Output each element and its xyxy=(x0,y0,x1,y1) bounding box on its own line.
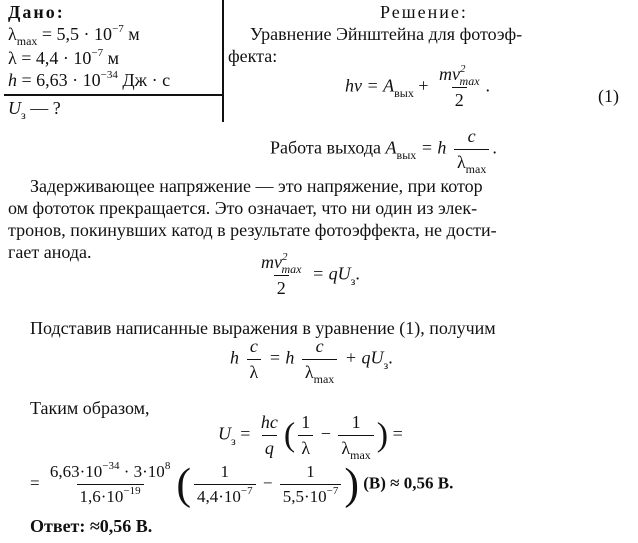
planck-exponent: −34 xyxy=(100,69,118,81)
eq4-left-paren: ( xyxy=(283,416,296,454)
equation-numeric xyxy=(30,459,454,509)
eq5-in-num2: 1 xyxy=(306,462,315,481)
work-A: A xyxy=(385,137,397,158)
work-num: c xyxy=(467,126,476,146)
solution-line1: Уравнение Эйнштейна для фотоэф- xyxy=(250,24,523,44)
equation-voltage xyxy=(218,412,403,462)
eq4-lhs: U xyxy=(218,423,231,444)
eq3-den1: λ xyxy=(247,359,262,383)
equation-number: (1) xyxy=(598,86,619,106)
eq3-eq: = h xyxy=(264,347,295,368)
eq1-lhs: hν = A xyxy=(345,75,395,96)
eq2-den: 2 xyxy=(274,275,289,299)
eq1-num: mv xyxy=(439,64,461,84)
eq3-num1: c xyxy=(249,336,258,356)
eq5-left-paren: ( xyxy=(176,459,191,509)
equation-einstein xyxy=(345,64,490,111)
work-den: λ xyxy=(456,152,466,172)
eq4-inner-fraction2 xyxy=(338,412,373,462)
eq4-lhs-sub: з xyxy=(231,433,236,448)
eq1-sub: вых xyxy=(394,85,414,100)
lambda-max-exponent: −7 xyxy=(112,23,124,35)
answer-value: ≈0,56 В. xyxy=(85,516,153,536)
eq3-den2: λ xyxy=(304,362,314,382)
eq4-in-num2: 1 xyxy=(351,412,361,432)
work-function-line xyxy=(270,126,497,176)
eq4-eq: = xyxy=(235,423,255,444)
eq5-minus: − xyxy=(258,473,277,493)
planck-symbol: h xyxy=(8,70,17,90)
eq3-plus: + qU xyxy=(340,347,384,368)
lambda-unit: м xyxy=(103,48,119,68)
eq1-num-sup: 2 xyxy=(460,63,466,75)
work-dot: . xyxy=(492,137,497,158)
eq3-den2-sub: max xyxy=(313,372,335,386)
eq2-num: mv xyxy=(261,252,282,272)
find-subscript: з xyxy=(21,108,26,122)
eq3-h1: h xyxy=(230,347,239,368)
lambda-max-symbol: λ xyxy=(8,24,17,44)
eq5-inner-fraction2 xyxy=(280,462,342,507)
lambda-symbol: λ xyxy=(8,48,17,68)
planck-unit: Дж · с xyxy=(117,70,171,90)
eq4-right-paren: ) xyxy=(376,416,389,454)
eq3-fraction1 xyxy=(247,336,262,383)
eq5-fraction xyxy=(47,462,173,507)
lambda-max-unit: м xyxy=(123,24,140,44)
para1-line2: ом фототок прекращается. Это означает, что ни один из элек- xyxy=(8,198,478,218)
answer-line xyxy=(30,516,152,537)
eq5-in-den2-exp: −7 xyxy=(326,485,339,497)
para1-line3: тронов, покинувших катод в результате фотоэффекта, не дости- xyxy=(8,220,497,240)
eq4-in-den1: λ xyxy=(298,435,313,459)
para1-line4: гает анода. xyxy=(8,242,92,262)
given-separator xyxy=(4,94,222,96)
para1-line1: Задерживающее напряжение — это напряжение, при котор xyxy=(30,176,483,196)
eq5-den: 1,6·10 xyxy=(79,487,124,506)
eq4-in-den2-sub: max xyxy=(350,448,371,462)
para2: Подставив написанные выражения в уравнение (1), получим xyxy=(30,318,496,338)
find-line xyxy=(8,98,61,122)
eq4-tail: = xyxy=(388,423,403,444)
eq1-plus: + xyxy=(413,75,434,96)
eq4-fraction xyxy=(258,412,281,459)
work-eq: = h xyxy=(416,137,447,158)
eq4-in-den2: λ xyxy=(341,438,351,458)
lambda-max-subscript: max xyxy=(16,34,38,48)
solution-line2: фекта: xyxy=(228,46,278,66)
eq5-den-exp: −19 xyxy=(123,485,141,497)
eq5-unit: (В) ≈ 0,56 В. xyxy=(359,473,454,493)
eq4-in-num1: 1 xyxy=(301,412,311,432)
work-fraction xyxy=(454,126,489,176)
answer-label: Ответ: xyxy=(30,516,86,536)
lambda-exponent: −7 xyxy=(91,47,104,59)
given-vertical-divider xyxy=(222,0,224,122)
planck-value: = 6,63 · 10 xyxy=(17,70,101,90)
equation-stopping xyxy=(255,252,360,299)
given-lambda xyxy=(8,48,119,69)
given-planck xyxy=(8,70,170,91)
eq1-num-sub: max xyxy=(459,74,480,88)
eq5-in-den2: 5,5·10 xyxy=(282,487,327,506)
eq5-num-mid: · 3·10 xyxy=(119,462,165,481)
eq1-fraction xyxy=(436,64,483,111)
eq1-den: 2 xyxy=(452,87,467,111)
given-lambda-max xyxy=(8,23,140,48)
eq2-fraction xyxy=(258,252,305,299)
eq5-in-den1: 4,4·10 xyxy=(196,487,241,506)
lambda-max-value: = 5,5 · 10 xyxy=(37,24,113,44)
eq5-num-exp2: 8 xyxy=(164,460,171,472)
eq5-right-paren: ) xyxy=(344,459,359,509)
solution-heading: Решение: xyxy=(380,2,468,22)
work-text: Работа выхода xyxy=(270,137,386,158)
eq3-dot: . xyxy=(388,347,393,368)
eq2-num-sup: 2 xyxy=(282,251,288,263)
eq5-inner-fraction1 xyxy=(194,462,256,507)
find-symbol: U xyxy=(8,98,21,118)
eq2-dot: . xyxy=(355,263,360,284)
eq4-num: hc xyxy=(260,412,278,432)
eq2-num-sub: max xyxy=(281,262,302,276)
eq5-in-den1-exp: −7 xyxy=(240,485,253,497)
eq4-den: q xyxy=(262,435,277,459)
eq4-minus: − xyxy=(316,423,336,444)
equation-substituted xyxy=(230,336,393,386)
eq2-rhs: = qU xyxy=(307,263,351,284)
eq5-num: 6,63·10 xyxy=(49,462,103,481)
eq3-fraction2 xyxy=(302,336,337,386)
find-tail: — ? xyxy=(25,98,61,118)
eq3-sub: з xyxy=(383,357,389,372)
eq2-rhs-sub: з xyxy=(350,273,356,288)
eq1-dot: . xyxy=(485,75,491,96)
eq4-inner-fraction1 xyxy=(298,412,313,459)
eq5-num-exp1: −34 xyxy=(102,460,120,472)
lambda-value: = 4,4 · 10 xyxy=(16,48,92,68)
work-sub: вых xyxy=(396,147,417,162)
given-heading: Дано: xyxy=(8,2,65,22)
eq3-num2: c xyxy=(315,336,324,356)
work-den-sub: max xyxy=(465,162,487,176)
para3: Таким образом, xyxy=(30,398,150,418)
eq5-lead: = xyxy=(30,473,44,493)
eq5-in-num1: 1 xyxy=(220,462,230,481)
